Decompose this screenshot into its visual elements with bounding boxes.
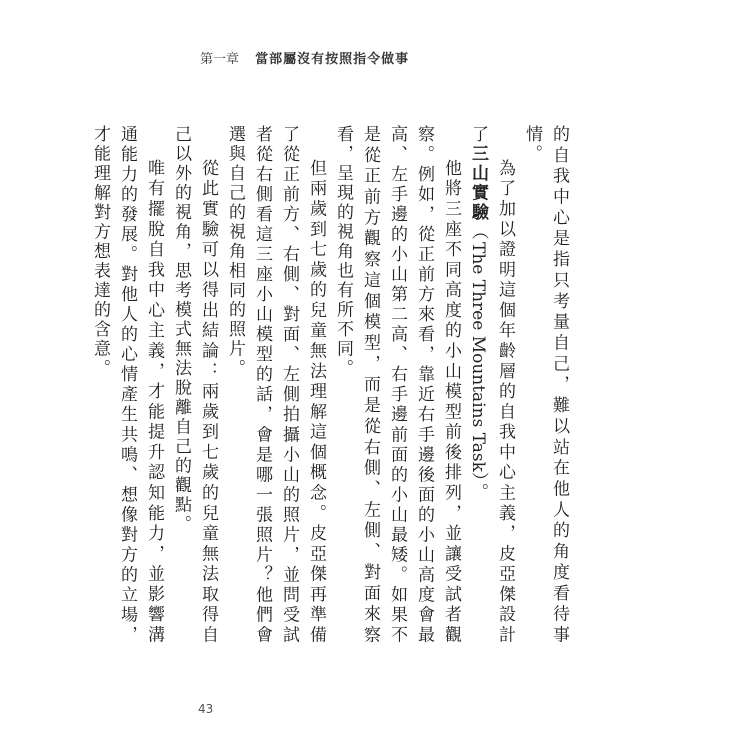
text-segment: 唯有擺脫自我中心主義，才能提升認知能力，並影響溝通能力的發展。對他人的心情產生共鳴、想像對方的立場，才能理解對方想表達的含意。	[90, 125, 164, 645]
body-text	[90, 125, 572, 645]
text-segment: 他將三座不同高度的小山模型前後排列，並讓受試者觀察。例如，從正前方來看，靠近右手邊後面的小山高度會最高、左手邊的小山第二高、右手邊前面的小山最矮。如果不是從正前方觀察這個模型，而是從右側、左側、對面來察看，呈現的視角也有所不同。	[333, 125, 461, 645]
emphasized-term: 三山實驗	[468, 144, 488, 223]
text-segment: 從此實驗可以得出結論：兩歲到七歲的兒童無法取得自己以外的視角，思考模式無法脫離自己的觀點。	[171, 125, 218, 645]
paragraph	[518, 125, 572, 645]
chapter-number: 第一章	[200, 52, 240, 67]
paragraph	[221, 125, 329, 645]
paragraph	[329, 125, 464, 645]
running-header	[200, 48, 409, 67]
text-segment: （	[468, 222, 488, 242]
english-term: The Three Mountains Task	[468, 242, 488, 472]
paragraph	[86, 125, 167, 645]
text-segment: 為了加以證明這個年齡層的自我中心主義，皮亞傑設計了	[468, 125, 515, 645]
paragraph	[167, 125, 221, 645]
chapter-title: 當部屬沒有按照指令做事	[255, 52, 410, 67]
text-segment: 的自我中心是指只考量自己，難以站在他人的角度看待事情。	[522, 125, 569, 645]
paragraph	[464, 125, 518, 645]
text-segment: 但兩歲到七歲的兒童無法理解這個概念。皮亞傑再準備了從正前方、右側、對面、左側拍攝小山的照片，並問受試者從右側看這三座小山模型的話，會是哪一張照片？他們會選與自己的視角相同的照片。	[225, 125, 326, 645]
page-number: 43	[198, 702, 214, 716]
text-segment: ）。	[468, 471, 488, 503]
